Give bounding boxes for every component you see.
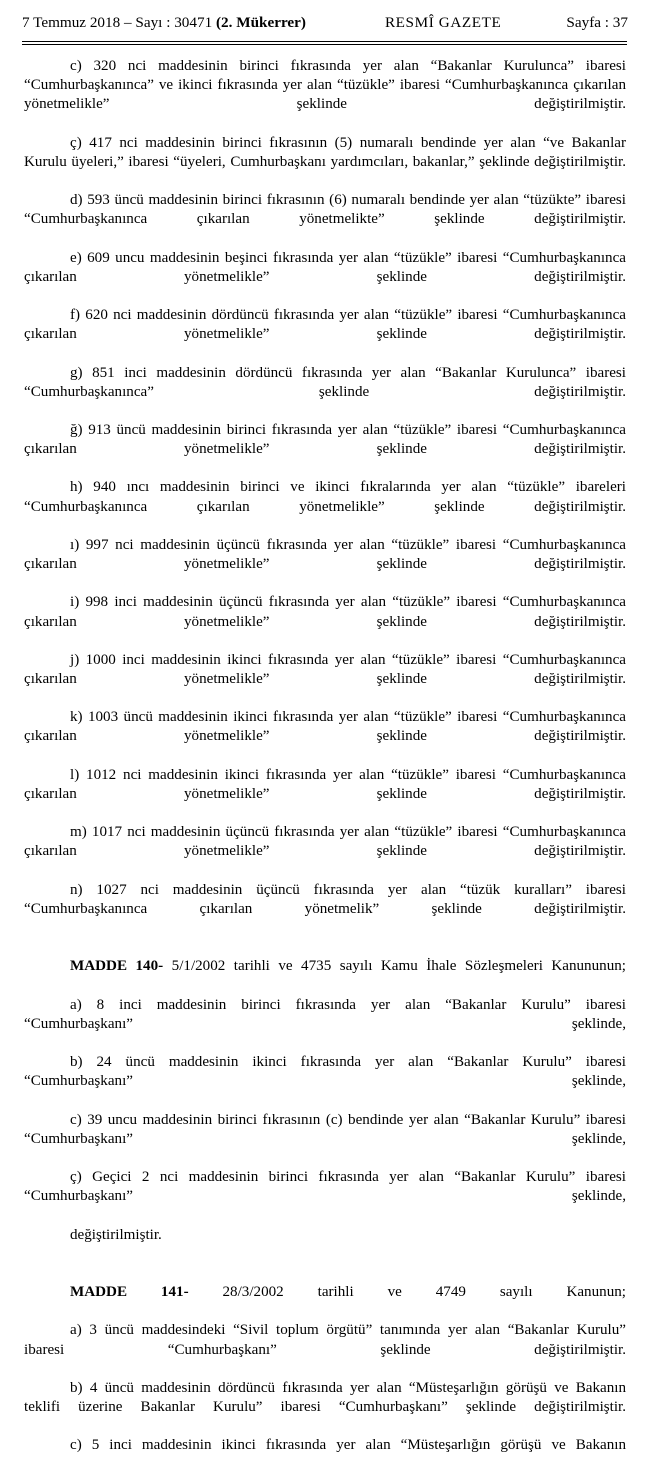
page-number-label: Sayfa : 37 [566,14,628,31]
gazette-title: RESMÎ GAZETE [384,14,502,31]
issue-supplement-label: (2. Mükerrer) [215,14,306,31]
paragraph-i-998: i) 998 inci maddesinin üçüncü fıkrasında yer alan “tüzükle” ibaresi “Cumhurbaşkanınca çıkarılan yönetmelikle” şeklinde değiştirilmiştir. [24,594,626,630]
madde-141-item-c-truncated: c) 5 inci maddesinin ikinci fıkrasında yer alan “Müsteşarlığın görüşü ve Bakanın [70,1437,626,1454]
running-head-row [22,14,628,31]
paragraph-k-1003: k) 1003 üncü maddesinin ikinci fıkrasında yer alan “tüzükle” ibaresi “Cumhurbaşkanınca çıkarılan yönetmelikle” şeklinde değiştirilmiştir. [24,709,626,745]
paragraph-f-620: f) 620 nci maddesinin dördüncü fıkrasında yer alan “tüzükle” ibaresi “Cumhurbaşkanınca çıkarılan yönetmelikle” şeklinde değiştirilmiştir. [24,307,626,343]
madde-141-lead-text: 28/3/2002 tarihli ve 4749 sayılı Kanunun; [188,1284,626,1301]
paragraph-l-1012: l) 1012 nci maddesinin ikinci fıkrasında yer alan “tüzükle” ibaresi “Cumhurbaşkanınca çıkarılan yönetmelikle” şeklinde değiştirilmiştir. [24,766,626,802]
paragraph-c-320: c) 320 nci maddesinin birinci fıkrasında yer alan “Bakanlar Kurulunca” ibaresi “Cumhurbaşkanınca” ve ikinci fıkrasında yer alan “tüzükle” ibaresi “Cumhurbaşkanınca çıkarılan yönetmelikle” şeklinde değiştirilmiştir. [24,58,626,113]
madde-141-item-b: b) 4 üncü maddesinin dördüncü fıkrasında yer alan “Müsteşarlığın görüşü ve Bakanın teklifi üzerine Bakanlar Kurulu” ibaresi “Cumhurbaşkanı” şeklinde değiştirilmiştir. [24,1379,626,1415]
issue-info [22,14,306,31]
paragraph-j-1000: j) 1000 inci maddesinin ikinci fıkrasında yer alan “tüzükle” ibaresi “Cumhurbaşkanınca çıkarılan yönetmelikle” şeklinde değiştirilmiştir. [24,651,626,687]
paragraph-n-1027: n) 1027 nci maddesinin üçüncü fıkrasında yer alan “tüzük kuralları” ibaresi “Cumhurbaşkanınca çıkarılan yönetmelik” şeklinde değiştirilmiştir. [24,881,626,917]
madde-140-item-a: a) 8 inci maddesinin birinci fıkrasında yer alan “Bakanlar Kurulu” ibaresi “Cumhurbaşkanı” şeklinde, [24,996,626,1032]
paragraph-g-breve-913: ğ) 913 üncü maddesinin birinci fıkrasında yer alan “tüzükle” ibaresi “Cumhurbaşkanınca çıkarılan yönetmelikle” şeklinde değiştirilmiştir. [24,421,626,458]
body-text-column [24,57,626,1475]
paragraph-d-593: d) 593 üncü maddesinin birinci fıkrasının (6) numaralı bendinde yer alan “tüzükte” ibaresi “Cumhurbaşkanınca çıkarılan yönetmelikte” şeklinde değiştirilmiştir. [24,192,626,228]
paragraph-g-851: g) 851 inci maddesinin dördüncü fıkrasında yer alan “Bakanlar Kurulunca” ibaresi “Cumhurbaşkanınca” şeklinde değiştirilmiştir. [24,364,626,400]
paragraph-e-609: e) 609 uncu maddesinin beşinci fıkrasında yer alan “tüzükle” ibaresi “Cumhurbaşkanınca çıkarılan yönetmelikle” şeklinde değiştirilmiştir. [24,249,626,285]
paragraph-h-940: h) 940 ıncı maddesinin birinci ve ikinci fıkralarında yer alan “tüzükle” ibareleri “Cumhurbaşkanınca çıkarılan yönetmelikle” şeklinde değiştirilmiştir. [24,479,626,515]
madde-140-item-b: b) 24 üncü maddesinin ikinci fıkrasında yer alan “Bakanlar Kurulu” ibaresi “Cumhurbaşkanı” şeklinde, [24,1054,626,1090]
madde-141-label: MADDE 141- [70,1284,189,1301]
madde-140-item-c-cedil: ç) Geçici 2 nci maddesinin birinci fıkrasında yer alan “Bakanlar Kurulu” ibaresi “Cumhurbaşkanı” şeklinde, [24,1169,626,1205]
madde-140-lead-text: 5/1/2002 tarihli ve 4735 sayılı Kamu İhale Sözleşmeleri Kanununun; [163,958,626,975]
madde-141-heading [24,1283,626,1321]
paragraph-i-dotless-997: ı) 997 nci maddesinin üçüncü fıkrasında yer alan “tüzükle” ibaresi “Cumhurbaşkanınca çıkarılan yönetmelikle” şeklinde değiştirilmiştir. [24,536,626,573]
madde-140-item-c: c) 39 uncu maddesinin birinci fıkrasının (c) bendinde yer alan “Bakanlar Kurulu” ibaresi “Cumhurbaşkanı” şeklinde, [24,1111,626,1147]
madde-140-closing: değiştirilmiştir. [70,1226,162,1243]
madde-140-label: MADDE 140- [70,958,164,975]
header-double-rule [22,41,627,45]
paragraph-c-cedil-417: ç) 417 nci maddesinin birinci fıkrasının (5) numaralı bendinde yer alan “ve Bakanlar Kurulu üyeleri,” ibaresi “üyeleri, Cumhurbaşkanı yardımcıları, bakanlar,” şeklinde değiştirilmiştir. [24,134,626,170]
page-running-head [22,14,628,31]
issue-date-and-number: 7 Temmuz 2018 – Sayı : 30471 [22,14,213,31]
paragraph-m-1017: m) 1017 nci maddesinin üçüncü fıkrasında yer alan “tüzükle” ibaresi “Cumhurbaşkanınca çıkarılan yönetmelikle” şeklinde değiştirilmiştir. [24,824,626,860]
madde-140-heading [24,957,626,995]
madde-141-item-a: a) 3 üncü maddesindeki “Sivil toplum örgütü” tanımında yer alan “Bakanlar Kurulu” ibaresi “Cumhurbaşkanı” şeklinde değiştirilmiştir. [24,1322,626,1358]
